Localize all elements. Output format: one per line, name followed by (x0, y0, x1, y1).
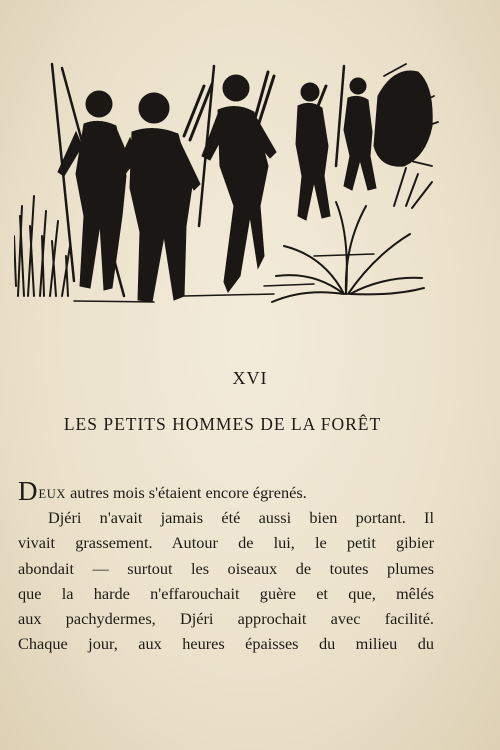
small-caps-word: EUX (38, 487, 66, 501)
text-line: que la harde n'effarouchait guère et que, mêlés (18, 583, 434, 603)
text-line: Chaque jour, aux heures épaisses du milieu du (18, 634, 434, 654)
chapter-title: LES PETITS HOMMES DE LA FORÊT (63, 414, 382, 434)
text-line: Djéri n'avait jamais été aussi bien portant. Il (48, 508, 434, 528)
drop-cap: D (18, 476, 39, 506)
paragraph-first-line (18, 476, 434, 506)
chapter-number: XVI (232, 368, 268, 388)
text-line: abondait — surtout les oiseaux de toutes plumes (18, 558, 434, 578)
text-line: vivait grassement. Autour de lui, le petit gibier (18, 533, 434, 553)
text-line: aux pachydermes, Djéri approchait avec facilité. (18, 608, 434, 628)
first-line-text: autres mois s'étaient encore égrenés. (66, 483, 307, 502)
pygmy-hunters-illustration-icon (14, 56, 440, 308)
body-text (18, 476, 434, 656)
